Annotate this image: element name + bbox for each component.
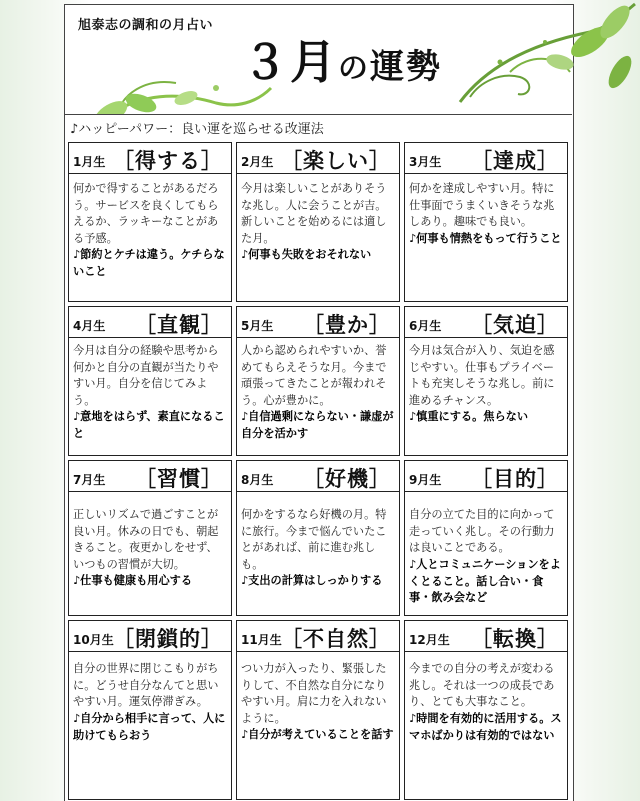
fortune-cell: [404, 620, 568, 800]
fortune-text: 今月は自分の経験や思考から何かと自分の直観が当たりやすい月。自分を信じてみよう。: [73, 343, 228, 409]
fortune-cell: [404, 142, 568, 302]
fortune-text: つい力が入ったり、緊張したりして、不自然な自分になりやすい月。肩に力を入れないように。: [241, 661, 396, 727]
cell-header: [237, 461, 399, 492]
birth-month: 11月生: [241, 631, 282, 648]
title-unsei: 運勢: [370, 47, 442, 87]
fortune-text: 今月は楽しいことがありそうな兆し。人に会うことが吉。新しいことを始めるには適した月。: [241, 181, 396, 247]
fortune-keyword: ［豊か］: [303, 309, 391, 339]
lucky-advice: ♪何事も失敗をおそれない: [241, 247, 396, 264]
lucky-advice: ♪人とコミュニケーションをよくとること。話し合い・食事・飲み会など: [409, 557, 564, 607]
subtitle: 旭泰志の調和の月占い: [78, 14, 213, 33]
cell-header: [69, 307, 231, 338]
fortune-text: 自分の立てた目的に向かって走っていく兆し。その行動力は良いことである。: [409, 507, 564, 557]
birth-month: 3月生: [409, 153, 441, 170]
fortune-cell: [68, 306, 232, 456]
birth-month: 4月生: [73, 317, 105, 334]
fortune-cell: [236, 306, 400, 456]
fortune-keyword: ［直観］: [135, 309, 223, 339]
lucky-advice: ♪自分から相手に言って、人に助けてもらおう: [73, 711, 228, 744]
lucky-advice: ♪自分が考えていることを話す: [241, 727, 396, 744]
lucky-advice: ♪意地をはらず、素直になること: [73, 409, 228, 442]
title-month: ３月: [242, 35, 338, 89]
lucky-advice: ♪自信過剰にならない・謙虚が自分を活かす: [241, 409, 396, 442]
happy-power-label: ♪ハッピーパワー：良い運を巡らせる改運法: [70, 118, 570, 140]
title-no: の: [338, 51, 370, 86]
fortune-keyword: ［閉鎖的］: [113, 623, 223, 653]
fortune-keyword: ［得する］: [113, 145, 223, 175]
fortune-cell: [404, 460, 568, 616]
fortune-keyword: ［転換］: [471, 623, 559, 653]
fortune-keyword: ［達成］: [471, 145, 559, 175]
birth-month: 5月生: [241, 317, 273, 334]
lucky-advice: ♪節約とケチは違う。ケチらないこと: [73, 247, 228, 280]
lucky-advice: ♪支出の計算はしっかりする: [241, 573, 396, 590]
fortune-keyword: ［好機］: [303, 463, 391, 493]
fortune-keyword: ［不自然］: [281, 623, 391, 653]
fortune-text: 人から認められやすいか、誉めてもらえそうな月。今まで頑張ってきたことが報われそう。心が豊かに。: [241, 343, 396, 409]
fortune-cell: [68, 142, 232, 302]
fortune-keyword: ［楽しい］: [281, 145, 391, 175]
cell-header: [69, 143, 231, 174]
cell-header: [405, 461, 567, 492]
birth-month: 1月生: [73, 153, 105, 170]
fortune-text: 自分の世界に閉じこもりがちに。どうせ自分なんてと思いやすい月。運気停滞ぎみ。: [73, 661, 228, 711]
fortune-text: 何かをするなら好機の月。特に旅行。今まで悩んでいたことがあれば、前に進む兆しも。: [241, 507, 396, 573]
fortune-text: 何かで得することがあるだろう。サービスを良くしてもらえるか、ラッキーなことがある予感。: [73, 181, 228, 247]
cell-header: [237, 143, 399, 174]
fortune-text: 今までの自分の考えが変わる兆し。それは一つの成長であり、とても大事なこと。: [409, 661, 564, 711]
fortune-text: 何かを達成しやすい月。特に仕事面でうまくいきそうな兆しあり。趣味でも良い。: [409, 181, 564, 231]
cell-header: [405, 143, 567, 174]
lucky-advice: ♪仕事も健康も用心する: [73, 573, 228, 590]
birth-month: 12月生: [409, 631, 450, 648]
fortune-cell: [236, 620, 400, 800]
cell-header: [69, 461, 231, 492]
birth-month: 10月生: [73, 631, 114, 648]
cell-header: [237, 307, 399, 338]
birth-month: 8月生: [241, 471, 273, 488]
fortune-text: 今月は気合が入り、気迫を感じやすい。仕事もプライベートも充実しそうな兆し。前に進めるチャンス。: [409, 343, 564, 409]
cell-header: [405, 307, 567, 338]
birth-month: 9月生: [409, 471, 441, 488]
fortune-grid: [68, 142, 568, 800]
fortune-keyword: ［目的］: [471, 463, 559, 493]
fortune-text: 正しいリズムで過ごすことが良い月。休みの日でも、朝起きること。夜更かしをせず、いつもの習慣が大切。: [73, 507, 228, 573]
lucky-advice: ♪何事も情熱をもって行うこと: [409, 231, 564, 248]
page-title: [242, 26, 442, 92]
cell-header: [405, 621, 567, 652]
fortune-cell: [404, 306, 568, 456]
birth-month: 2月生: [241, 153, 273, 170]
fortune-keyword: ［気迫］: [471, 309, 559, 339]
cell-header: [237, 621, 399, 652]
cell-header: [69, 621, 231, 652]
fortune-cell: [236, 460, 400, 616]
fortune-cell: [236, 142, 400, 302]
fortune-keyword: ［習慣］: [135, 463, 223, 493]
fortune-cell: [68, 620, 232, 800]
lucky-advice: ♪慎重にする。焦らない: [409, 409, 564, 426]
birth-month: 6月生: [409, 317, 441, 334]
fortune-cell: [68, 460, 232, 616]
birth-month: 7月生: [73, 471, 105, 488]
lucky-advice: ♪時間を有効的に活用する。スマホばかりは有効的ではない: [409, 711, 564, 744]
